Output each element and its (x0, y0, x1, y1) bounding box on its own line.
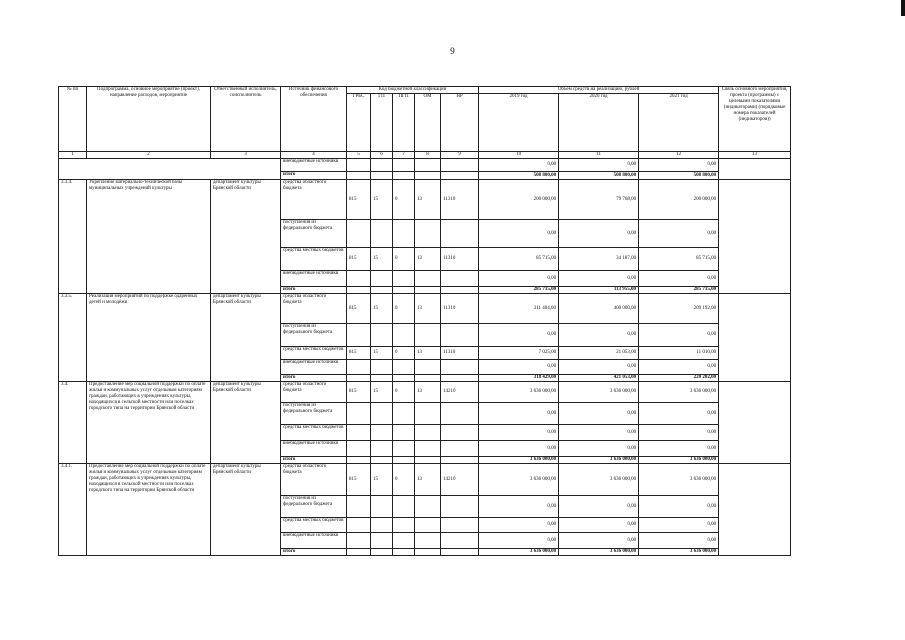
col-number: 13 (719, 152, 791, 159)
value-2020-cell: 0,00 (559, 360, 639, 375)
om-cell (415, 324, 441, 347)
om-cell: 13 (415, 347, 441, 360)
value-2021-cell: 3 636 000,00 (639, 457, 719, 464)
value-2020-cell: 508 800,00 (559, 172, 639, 180)
pgp-cell: 0 (393, 180, 415, 220)
om-cell (415, 533, 441, 549)
link-cell (719, 180, 791, 294)
value-2021-cell: 0,00 (639, 518, 719, 533)
link-cell (719, 464, 791, 556)
np-cell (441, 220, 479, 248)
value-2019-cell: 0,00 (479, 518, 559, 533)
grbs-cell (347, 324, 371, 347)
om-cell (415, 518, 441, 533)
value-2021-cell: 508 800,00 (639, 172, 719, 180)
pgp-cell (393, 496, 415, 518)
header-2019: 2019 год (479, 94, 559, 152)
value-2019-cell: 7 025,00 (479, 347, 559, 360)
value-2021-cell: 0,00 (639, 220, 719, 248)
link-cell (719, 382, 791, 464)
grbs-cell (347, 360, 371, 375)
value-2019-cell: 0,00 (479, 271, 559, 287)
source-cell: итого (281, 172, 347, 180)
value-2020-cell: 0,00 (559, 518, 639, 533)
value-2019-cell: 0,00 (479, 496, 559, 518)
header-om: ОМ (415, 94, 441, 152)
empty-cell (59, 159, 281, 180)
top-row (59, 159, 791, 172)
np-cell: 11310 (441, 180, 479, 220)
header-gp: ГП (371, 94, 393, 152)
pgp-cell: 0 (393, 382, 415, 403)
header-2021: 2021 год (639, 94, 719, 152)
value-2019-cell: 0,00 (479, 360, 559, 375)
col-number: 5 (347, 152, 371, 159)
header-name: Подпрограмма, основное мероприятие (проект), направление расходов, мероприятие (87, 87, 211, 152)
np-cell (441, 425, 479, 441)
col-number: 1 (59, 152, 87, 159)
col-number: 2 (87, 152, 211, 159)
source-cell: средства областного бюджета (281, 464, 347, 496)
np-cell (441, 457, 479, 464)
gp-cell: 15 (371, 180, 393, 220)
column-number-row (59, 152, 791, 159)
source-cell: поступления из федерального бюджета (281, 220, 347, 248)
om-cell (415, 360, 441, 375)
value-2021-cell: 0,00 (639, 159, 719, 172)
value-2021-cell: 3 636 000,00 (639, 382, 719, 403)
header-num: № пп (59, 87, 87, 152)
value-2019-cell: 0,00 (479, 159, 559, 172)
grbs-cell (347, 549, 371, 556)
item-number-cell: 3.4. (59, 382, 87, 464)
budget-table (58, 86, 791, 556)
om-cell: 13 (415, 382, 441, 403)
value-2020-cell: 3 636 000,00 (559, 457, 639, 464)
value-2019-cell: 0,00 (479, 403, 559, 425)
pgp-cell: 0 (393, 294, 415, 324)
value-2021-cell: 0,00 (639, 360, 719, 375)
value-2020-cell: 113 955,00 (559, 287, 639, 294)
value-2021-cell: 0,00 (639, 496, 719, 518)
header-bk-group: Код бюджетной классификации (347, 87, 479, 94)
np-cell (441, 549, 479, 556)
value-2020-cell: 3 636 000,00 (559, 464, 639, 496)
value-2019-cell: 3 636 000,00 (479, 382, 559, 403)
value-2019-cell: 0,00 (479, 425, 559, 441)
value-2021-cell: 0,00 (639, 324, 719, 347)
om-cell: 13 (415, 248, 441, 271)
grbs-cell (347, 496, 371, 518)
gp-cell (371, 360, 393, 375)
header-2020: 2020 год (559, 94, 639, 152)
header-pgp: ПГП (393, 94, 415, 152)
source-cell: поступления из федерального бюджета (281, 324, 347, 347)
value-2019-cell: 285 715,00 (479, 287, 559, 294)
value-2021-cell: 200 000,00 (639, 180, 719, 220)
grbs-cell (347, 441, 371, 457)
om-cell (415, 425, 441, 441)
value-2021-cell: 0,00 (639, 271, 719, 287)
om-cell (415, 375, 441, 382)
grbs-cell (347, 425, 371, 441)
code-cell (393, 172, 415, 180)
om-cell: 13 (415, 180, 441, 220)
grbs-cell (347, 220, 371, 248)
col-number: 8 (415, 152, 441, 159)
pgp-cell (393, 518, 415, 533)
value-2021-cell: 85 715,00 (639, 248, 719, 271)
om-cell (415, 441, 441, 457)
om-cell (415, 457, 441, 464)
np-cell (441, 360, 479, 375)
gp-cell (371, 457, 393, 464)
value-2019-cell: 0,00 (479, 220, 559, 248)
col-number: 9 (441, 152, 479, 159)
source-cell: внебюджетные источники (281, 441, 347, 457)
source-cell: итого (281, 549, 347, 556)
gp-cell: 15 (371, 248, 393, 271)
source-cell: средства местных бюджетов (281, 248, 347, 271)
value-2020-cell: 400 000,00 (559, 294, 639, 324)
col-number: 11 (559, 152, 639, 159)
gp-cell (371, 441, 393, 457)
np-cell (441, 533, 479, 549)
code-cell (415, 172, 441, 180)
grbs-cell (347, 457, 371, 464)
pgp-cell (393, 287, 415, 294)
gp-cell (371, 496, 393, 518)
np-cell: 14210 (441, 382, 479, 403)
value-2020-cell: 421 053,00 (559, 375, 639, 382)
code-cell (441, 172, 479, 180)
pgp-cell (393, 425, 415, 441)
source-cell: внебюджетные источники (281, 271, 347, 287)
header-grbs: ГРБС (347, 94, 371, 152)
source-cell: внебюджетные источники (281, 533, 347, 549)
om-cell: 13 (415, 464, 441, 496)
value-2021-cell: 3 636 000,00 (639, 464, 719, 496)
code-cell (415, 159, 441, 172)
grbs-cell: 815 (347, 382, 371, 403)
code-cell (347, 172, 371, 180)
value-2020-cell: 0,00 (559, 324, 639, 347)
value-2020-cell: 0,00 (559, 220, 639, 248)
gp-cell: 15 (371, 382, 393, 403)
gp-cell (371, 533, 393, 549)
om-cell (415, 549, 441, 556)
code-cell (347, 159, 371, 172)
source-cell: средства местных бюджетов (281, 347, 347, 360)
header-volume-group: Объем средств на реализацию, рублей (479, 87, 719, 94)
gp-cell (371, 220, 393, 248)
grbs-cell: 815 (347, 180, 371, 220)
value-2019-cell: 0,00 (479, 533, 559, 549)
gp-cell (371, 549, 393, 556)
link-cell (719, 294, 791, 382)
value-2019-cell: 3 636 000,00 (479, 549, 559, 556)
om-cell (415, 220, 441, 248)
value-2021-cell: 285 715,00 (639, 287, 719, 294)
value-2021-cell: 209 192,00 (639, 294, 719, 324)
header-source: Источник финансового обеспечения (281, 87, 347, 152)
grbs-cell (347, 375, 371, 382)
pgp-cell (393, 271, 415, 287)
executor-cell: департамент культуры Брянской области (211, 382, 281, 464)
grbs-cell: 815 (347, 294, 371, 324)
value-2019-cell: 508 800,00 (479, 172, 559, 180)
pgp-cell: 0 (393, 248, 415, 271)
np-cell: 11310 (441, 294, 479, 324)
value-2020-cell: 3 636 000,00 (559, 382, 639, 403)
col-number: 7 (393, 152, 415, 159)
om-cell (415, 287, 441, 294)
gp-cell (371, 403, 393, 425)
table-row (59, 464, 791, 496)
value-2019-cell: 318 429,00 (479, 375, 559, 382)
value-2020-cell: 79 768,00 (559, 180, 639, 220)
value-2021-cell: 0,00 (639, 441, 719, 457)
link-cell (719, 159, 791, 180)
gp-cell: 15 (371, 347, 393, 360)
value-2020-cell: 0,00 (559, 271, 639, 287)
pgp-cell (393, 549, 415, 556)
value-2020-cell: 21 053,00 (559, 347, 639, 360)
item-name-cell: Предоставление мер социальной поддержки по оплате жилья и коммунальных услуг отдельным категориям граждан, работающих в учреждениях культуры, находящихся в сельской местности или поселках городского типа на территории Брянской области (87, 464, 211, 556)
value-2021-cell: 0,00 (639, 533, 719, 549)
source-cell: средства областного бюджета (281, 382, 347, 403)
page-number: 9 (450, 46, 455, 56)
code-cell (371, 172, 393, 180)
code-cell (371, 159, 393, 172)
pgp-cell (393, 441, 415, 457)
np-cell (441, 441, 479, 457)
value-2021-cell: 0,00 (639, 425, 719, 441)
pgp-cell: 0 (393, 347, 415, 360)
np-cell (441, 287, 479, 294)
source-cell: средства областного бюджета (281, 180, 347, 220)
om-cell (415, 271, 441, 287)
np-cell (441, 518, 479, 533)
value-2019-cell: 0,00 (479, 441, 559, 457)
np-cell (441, 324, 479, 347)
value-2019-cell: 311 404,00 (479, 294, 559, 324)
value-2020-cell: 0,00 (559, 159, 639, 172)
gp-cell (371, 271, 393, 287)
pgp-cell (393, 375, 415, 382)
source-cell: итого (281, 457, 347, 464)
executor-cell: департамент культуры Брянской области (211, 180, 281, 294)
header-row-1 (59, 87, 791, 94)
executor-cell: департамент культуры Брянской области (211, 294, 281, 382)
np-cell (441, 403, 479, 425)
header-np: НР (441, 94, 479, 152)
pgp-cell: 0 (393, 464, 415, 496)
executor-cell: департамент культуры Брянской области (211, 464, 281, 556)
item-name-cell: Предоставление мер социальной поддержки по оплате жилья и коммунальных услуг отдельным категориям граждан, работающих в учреждениях культуры, находящихся в сельской местности или поселках городского типа на территории Брянской области (87, 382, 211, 464)
item-number-cell: 3.3.4. (59, 180, 87, 294)
item-name-cell: Реализация мероприятий по поддержке одарённых детей и молодёжи (87, 294, 211, 382)
source-cell: средства местных бюджетов (281, 425, 347, 441)
grbs-cell: 815 (347, 464, 371, 496)
col-number: 3 (211, 152, 281, 159)
grbs-cell (347, 518, 371, 533)
grbs-cell (347, 403, 371, 425)
value-2021-cell: 0,00 (639, 403, 719, 425)
value-2019-cell: 85 715,00 (479, 248, 559, 271)
value-2020-cell: 0,00 (559, 496, 639, 518)
value-2019-cell: 200 000,00 (479, 180, 559, 220)
source-cell: средства местных бюджетов (281, 518, 347, 533)
grbs-cell (347, 271, 371, 287)
gp-cell (371, 518, 393, 533)
code-cell (393, 159, 415, 172)
om-cell (415, 403, 441, 425)
source-cell: итого (281, 375, 347, 382)
np-cell (441, 375, 479, 382)
item-number-cell: 3.4.1. (59, 464, 87, 556)
gp-cell: 15 (371, 294, 393, 324)
gp-cell: 15 (371, 464, 393, 496)
header-executor: Ответственный исполнитель, соисполнитель (211, 87, 281, 152)
np-cell: 11310 (441, 347, 479, 360)
np-cell: 14210 (441, 464, 479, 496)
grbs-cell (347, 287, 371, 294)
item-number-cell: 3.3.5. (59, 294, 87, 382)
np-cell (441, 271, 479, 287)
grbs-cell (347, 533, 371, 549)
value-2020-cell: 34 187,00 (559, 248, 639, 271)
source-cell: поступления из федерального бюджета (281, 496, 347, 518)
col-number: 12 (639, 152, 719, 159)
pgp-cell (393, 220, 415, 248)
gp-cell (371, 425, 393, 441)
om-cell (415, 496, 441, 518)
code-cell (441, 159, 479, 172)
value-2020-cell: 0,00 (559, 425, 639, 441)
col-number: 4 (281, 152, 347, 159)
om-cell: 13 (415, 294, 441, 324)
value-2019-cell: 3 636 000,00 (479, 464, 559, 496)
grbs-cell: 815 (347, 248, 371, 271)
value-2021-cell: 220 202,00 (639, 375, 719, 382)
source-cell: средства областного бюджета (281, 294, 347, 324)
value-2020-cell: 0,00 (559, 441, 639, 457)
np-cell: 11310 (441, 248, 479, 271)
value-2021-cell: 11 010,00 (639, 347, 719, 360)
item-name-cell: Укрепление материально-технической базы муниципальных учреждений культуры (87, 180, 211, 294)
value-2019-cell: 0,00 (479, 324, 559, 347)
pgp-cell (393, 360, 415, 375)
header-link: Связь основного мероприятия, проекта (программы) с целевыми показателями (индикаторами) (порядковые номера показателей (индикаторов)) (719, 87, 791, 152)
source-cell: поступления из федерального бюджета (281, 403, 347, 425)
page-edge-mark (901, 0, 905, 16)
value-2020-cell: 0,00 (559, 403, 639, 425)
pgp-cell (393, 324, 415, 347)
table-row (59, 180, 791, 220)
value-2020-cell: 3 636 000,00 (559, 549, 639, 556)
source-cell: внебюджетные источники (281, 360, 347, 375)
gp-cell (371, 287, 393, 294)
grbs-cell: 815 (347, 347, 371, 360)
pgp-cell (393, 403, 415, 425)
pgp-cell (393, 457, 415, 464)
source-cell: итого (281, 287, 347, 294)
pgp-cell (393, 533, 415, 549)
table-row (59, 294, 791, 324)
source-cell: внебюджетные источники (281, 159, 347, 172)
gp-cell (371, 375, 393, 382)
value-2019-cell: 3 636 000,00 (479, 457, 559, 464)
gp-cell (371, 324, 393, 347)
value-2020-cell: 0,00 (559, 533, 639, 549)
np-cell (441, 496, 479, 518)
table-body (59, 87, 791, 556)
value-2021-cell: 3 636 000,00 (639, 549, 719, 556)
col-number: 10 (479, 152, 559, 159)
table-row (59, 382, 791, 403)
col-number: 6 (371, 152, 393, 159)
